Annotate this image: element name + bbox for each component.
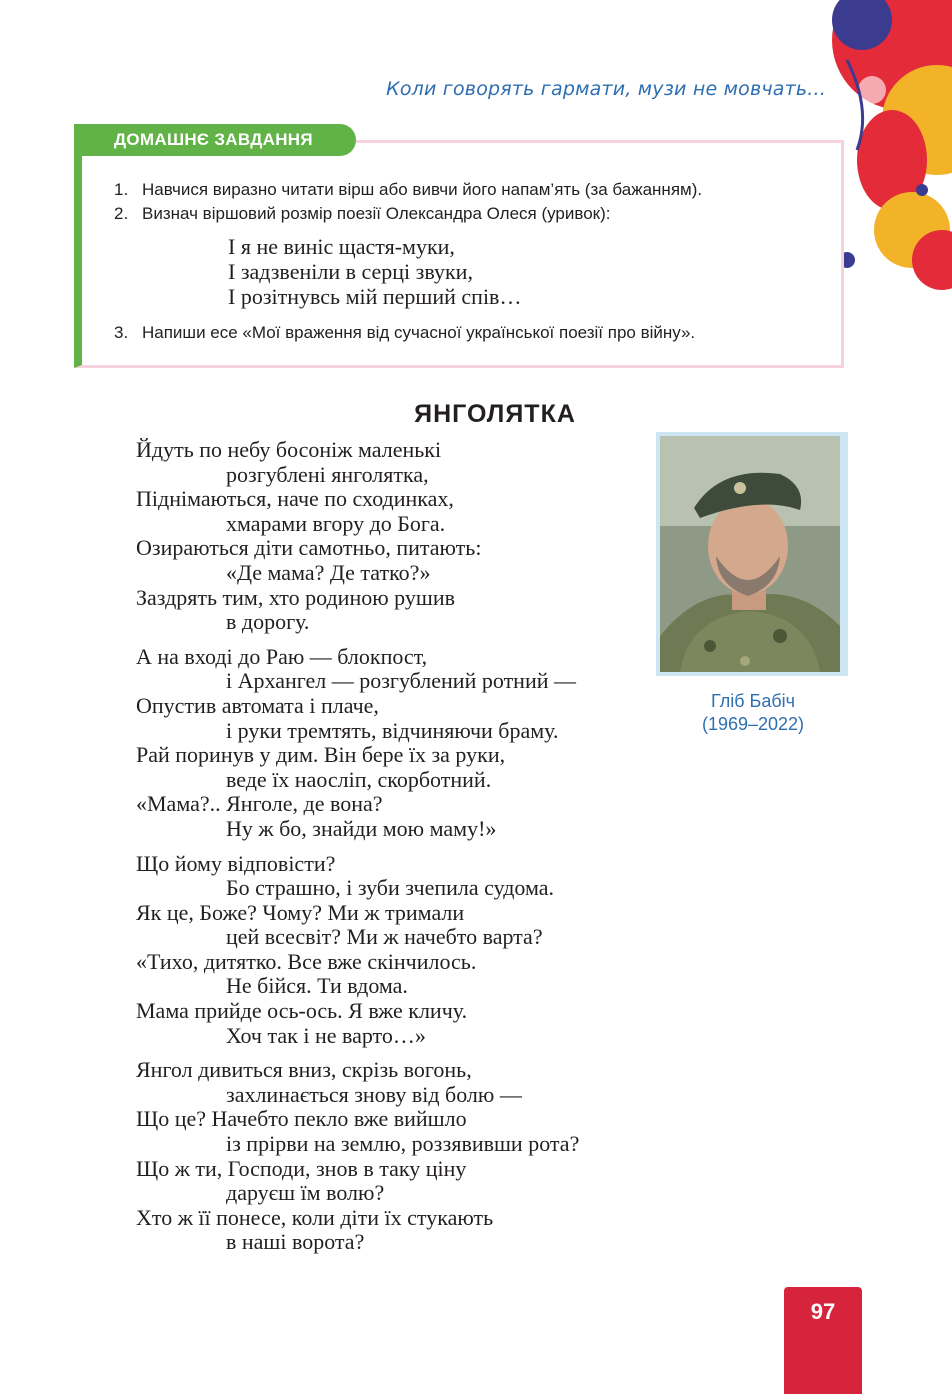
poem-line: в наші ворота? [226,1229,365,1255]
poem-line: Рай поринув у дим. Він бере їх за руки, [136,742,506,768]
poem-line: Хто ж її понесе, коли діти їх стукають [136,1204,494,1230]
task-number: 2. [114,204,129,223]
poem-stanza [136,852,579,1049]
poem-line: «Тихо, дитятко. Все вже скінчилось. [136,948,477,974]
poem-line: хмарами вгору до Бога. [226,510,446,536]
poem-line: Янгол дивиться вниз, скрізь вогонь, [136,1057,472,1083]
homework-task-3 [114,323,695,343]
running-head: Коли говорять гармати, музи не мовчать... [386,78,826,100]
poem-line: захлинається знову від болю — [226,1081,522,1107]
poem-line: в дорогу. [226,609,310,635]
task-number: 1. [114,180,129,199]
homework-task-1 [114,180,702,200]
author-name: Гліб Бабіч [710,691,796,711]
poem-line: Бо страшно, і зуби зчепила судома. [226,875,555,901]
poem-line: Що йому відповісти? [136,850,336,876]
quote-line: І я не виніс щастя-муки, [228,234,455,259]
poem-line: Піднімаються, наче по сходинках, [136,486,454,512]
poem-line: Опустив автомата і плаче, [136,692,379,718]
poem-line: розгублені янголятка, [226,461,429,487]
poem-line: «Мама?.. Янголе, де вона? [136,791,383,817]
poem-stanza [136,438,579,635]
poem-body [136,438,579,1265]
poem-line: Йдуть по небу босоніж маленькі [136,437,442,462]
author-portrait [660,436,840,672]
poem-line: Мама прийде ось-ось. Я вже кличу. [136,998,468,1024]
poem-line: даруєш їм волю? [226,1180,385,1206]
poem-line: веде їх наосліп, скорботний. [226,766,492,792]
poem-stanza [136,1058,579,1255]
poem-line: А на вході до Раю — блокпост, [136,643,428,669]
poem-title: ЯНГОЛЯТКА [414,400,576,428]
poem-line: Заздрять тим, хто родиною рушив [136,584,455,610]
poem-line: Не бійся. Ти вдома. [226,973,408,999]
quote-line: І задзвеніли в серці звуки, [228,259,473,284]
author-years: (1969–2022) [701,714,805,734]
page-number: 97 [784,1287,862,1394]
poem-line: і руки тремтять, відчиняючи браму. [226,717,559,743]
poem-line: Хоч так і не варто…» [226,1022,426,1048]
poem-line: цей всесвіт? Ми ж начебто варта? [226,924,543,950]
poem-line: і Архангел — розгублений ротний — [226,668,577,694]
task-text: Напиши есе «Мої враження від сучасної української поезії про війну». [142,323,696,342]
task-number: 3. [114,323,129,342]
task-text: Визнач віршовий розмір поезії Олександра Олеся (уривок): [142,204,611,223]
quote-line: І розітнувсь мій перший спів… [228,284,522,309]
poem-line: Що ж ти, Господи, знов в таку ціну [136,1155,467,1181]
task-text: Навчися виразно читати вірш або вивчи його напам’ять (за бажанням). [142,180,703,199]
poem-line: Що це? Начебто пекло вже вийшло [136,1106,467,1132]
poem-stanza [136,645,579,842]
poem-line: Ну ж бо, знайди мою маму!» [226,815,497,841]
poem-line: «Де мама? Де татко?» [226,559,431,585]
poem-line: із прірви на землю, роззявивши рота? [226,1131,580,1157]
homework-label: ДОМАШНЄ ЗАВДАННЯ [74,124,356,156]
author-caption [668,690,838,736]
poem-line: Як це, Боже? Чому? Ми ж тримали [136,899,465,925]
homework-task-2 [114,204,611,224]
poem-line: Озираються діти самотньо, питають: [136,535,482,561]
